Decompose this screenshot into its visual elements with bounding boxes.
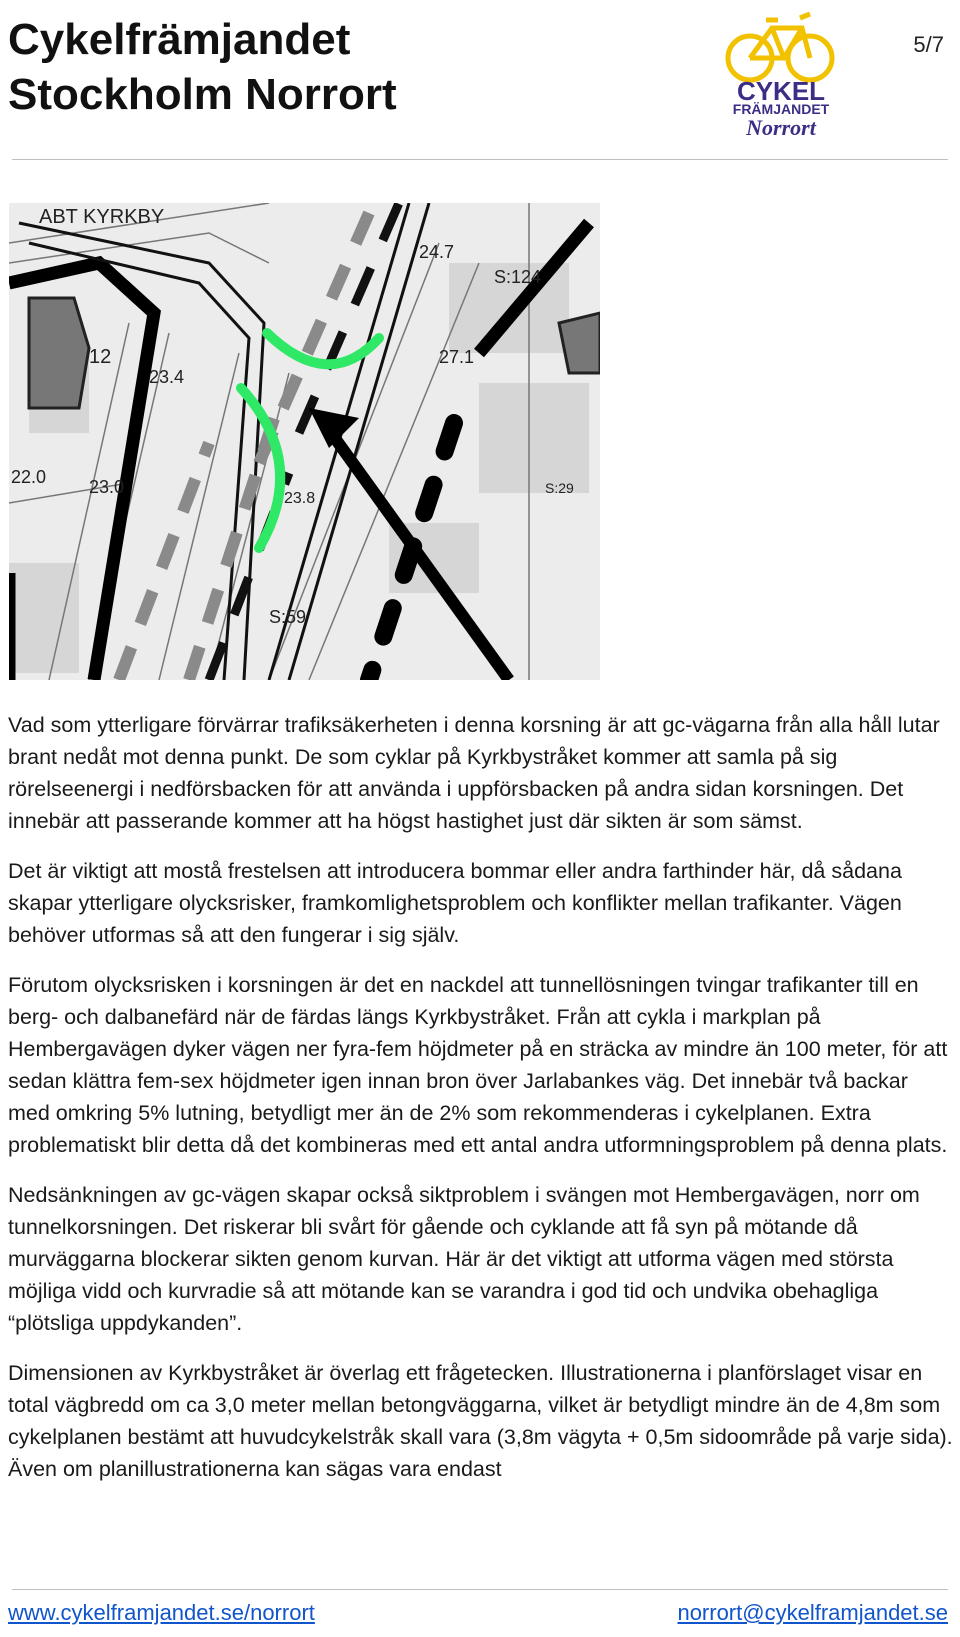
title-line-2: Stockholm Norrort xyxy=(8,70,397,119)
paragraph: Förutom olycksrisken i korsningen är det en nackdel att tunnellösningen tvingar trafikanter till en berg- och dalbanefärd när de färdas längs Kyrkbystråket. Från att cykla i markplan på Hembergavägen dyker vägen ner fyra-fem höjdmeter på en sträcka av mindre än 100 meter, för att sedan klättra fem-sex höjdmeter igen innan bron över Jarlabankes väg. Det innebär två backar med omkring 5% lutning, betydligt mer än de 2% som rekommenderas i cykelplanen. Extra problematiskt blir detta då det kombineras med ett antal andra utformningsproblem på denna plats. xyxy=(8,973,948,1157)
map-label: 22.0 xyxy=(11,467,47,487)
paragraph: Det är viktigt att mostå frestelsen att introducera bommar eller andra farthinder här, då sådana skapar ytterligare olycksrisker, framkomlighetsproblem och konflikter mellan trafikanter. Vägen behöver utformas så att den fungerar i sig själv. xyxy=(8,859,902,947)
map-label: 23.8 xyxy=(284,490,316,507)
map-label: 12 xyxy=(89,346,112,368)
header-divider xyxy=(12,159,948,160)
logo-text-norrort: Norrort xyxy=(746,115,816,140)
cykelframjandet-logo xyxy=(722,8,840,140)
document-title xyxy=(8,12,397,122)
logo-text-cykel: CYKEL xyxy=(736,76,826,106)
website-link[interactable]: www.cykelframjandet.se/norrort xyxy=(8,1600,315,1625)
map-label: 27.1 xyxy=(439,347,475,367)
map-label: 24.7 xyxy=(419,242,455,262)
footer-divider xyxy=(12,1589,948,1590)
map-label: 23.0 xyxy=(89,477,125,497)
body-text xyxy=(8,709,953,1503)
map-label: ABT KYRKBY xyxy=(39,206,165,228)
map-label: S:124 xyxy=(494,267,542,287)
logo-text-framjandet: FRÄMJANDET xyxy=(732,101,830,117)
bicycle-icon xyxy=(728,14,832,80)
paragraph: Dimensionen av Kyrkbystråket är överlag ett frågetecken. Illustrationerna i planförslaget visar en total vägbredd om ca 3,0 meter mellan betongväggarna, vilket är betydligt mindre än de 4,8m som cykelplanen bestämt att huvudcykelstråk skall vara (3,8m vägyta + 0,5m sidoområde på varje sida). Även om planillustrationerna kan sägas vara endast xyxy=(8,1361,953,1481)
email-link[interactable]: norrort@cykelframjandet.se xyxy=(677,1600,948,1625)
paragraph: Vad som ytterligare förvärrar trafiksäkerheten i denna korsning är att gc-vägarna från alla håll lutar brant nedåt mot denna punkt. De som cyklar på Kyrkbystråket kommer att samla på sig rörelseenergi i nedförsbacken för att använda i uppförsbacken på andra sidan korsningen. Det innebär att passerande kommer att ha högst hastighet just där sikten är som sämst. xyxy=(8,713,940,833)
site-plan-map xyxy=(9,203,600,680)
page-number: 5/7 xyxy=(913,32,944,57)
map-label: S:59 xyxy=(269,607,307,627)
map-label: S:29 xyxy=(545,480,574,496)
paragraph: Nedsänkningen av gc-vägen skapar också siktproblem i svängen mot Hembergavägen, norr om tunnelkorsningen. Det riskerar bli svårt för gående och cyklande att få syn på mötande då murväggarna blockerar sikten genom kurvan. Här är det viktigt att utforma vägen med största möjliga vidd och kurvradie så att mötande kan se varandra i god tid och undvika obehagliga “plötsliga uppdykanden”. xyxy=(8,1183,920,1335)
title-line-1: Cykelfrämjandet xyxy=(8,15,351,64)
map-label: 23.4 xyxy=(149,367,185,387)
